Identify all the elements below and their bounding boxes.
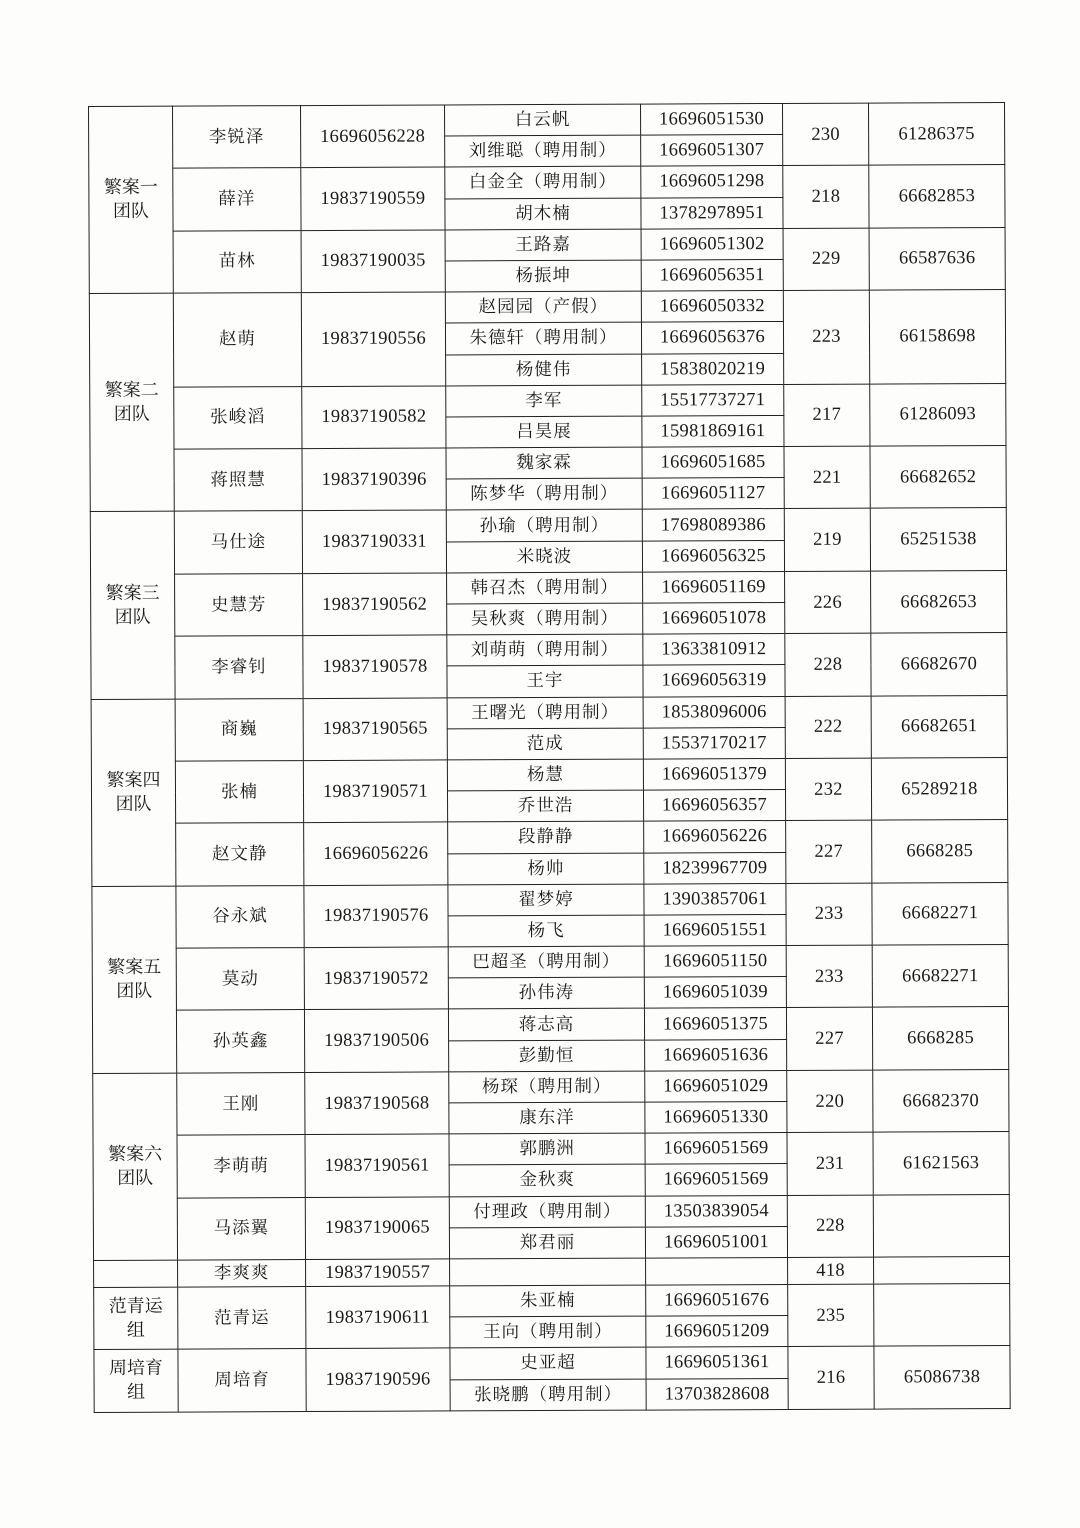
- member-name-cell: 吕昊展: [446, 416, 642, 448]
- member-phone-cell: 15537170217: [643, 727, 785, 759]
- member-name-cell: 杨帅: [448, 853, 644, 885]
- member-name-cell: 付理政（聘用制）: [449, 1196, 645, 1228]
- leader-name-cell: 史慧芳: [175, 573, 303, 636]
- leader-phone-cell: 16696056228: [301, 105, 445, 168]
- member-phone-cell: 16696051298: [641, 166, 783, 198]
- leader-phone-cell: 16696056226: [304, 822, 448, 885]
- member-name-cell: 白云帆: [444, 104, 640, 136]
- room-number-cell: 223: [783, 290, 869, 384]
- table-row: [90, 446, 1006, 481]
- leader-phone-cell: 19837190506: [304, 1009, 448, 1072]
- leader-name-cell: 赵萌: [173, 293, 301, 387]
- room-number-cell: 228: [787, 1195, 873, 1258]
- leader-name-cell: 蒋照慧: [174, 449, 302, 512]
- member-phone-cell: 16696051676: [646, 1284, 788, 1316]
- member-phone-cell: 16696051636: [645, 1039, 787, 1071]
- member-name-cell: 段静静: [448, 821, 644, 853]
- table-row: [92, 1007, 1008, 1042]
- member-phone-cell: 16696051330: [645, 1101, 787, 1133]
- team-name-cell: 繁案五 团队: [92, 886, 177, 1073]
- member-phone-cell: 16696051307: [641, 135, 783, 167]
- table-row: [93, 1069, 1009, 1104]
- member-phone-cell: 16696051078: [643, 602, 785, 634]
- member-phone-cell: 16696051375: [644, 1008, 786, 1040]
- leader-name-cell: 王刚: [177, 1072, 305, 1135]
- table-row: [90, 383, 1006, 418]
- leader-name-cell: 李爽爽: [178, 1259, 306, 1287]
- table-row: [93, 1194, 1009, 1229]
- office-tel-cell: 66682271: [872, 882, 1008, 945]
- leader-name-cell: 薛洋: [173, 168, 301, 231]
- leader-name-cell: 商巍: [175, 698, 303, 761]
- member-name-cell: 郭鹏洲: [449, 1133, 645, 1165]
- office-tel-cell: 65289218: [871, 757, 1007, 820]
- office-tel-cell: 6668285: [872, 1007, 1008, 1070]
- member-phone-cell: 13503839054: [645, 1195, 787, 1227]
- team-name-cell: 繁案四 团队: [91, 699, 176, 886]
- member-name-cell: 刘维聪（聘用制）: [445, 135, 641, 167]
- member-phone-cell: 16696056226: [644, 821, 786, 853]
- member-name-cell: 巴超圣（聘用制）: [448, 946, 644, 978]
- leader-name-cell: 李睿钊: [175, 636, 303, 699]
- leader-phone-cell: 19837190571: [303, 760, 447, 823]
- member-phone-cell: 13903857061: [644, 883, 786, 915]
- team-name-cell: 繁案二 团队: [89, 293, 174, 512]
- member-phone-cell: 16696056357: [643, 790, 785, 822]
- office-tel-cell: 66682271: [872, 945, 1008, 1008]
- member-phone-cell: 16696051169: [643, 571, 785, 603]
- member-name-cell: 王宇: [447, 665, 643, 697]
- member-name-cell: 范成: [447, 728, 643, 760]
- room-number-cell: 418: [788, 1257, 874, 1284]
- member-phone-cell: 16696051551: [644, 914, 786, 946]
- office-tel-cell: 66682670: [871, 633, 1007, 696]
- room-number-cell: 218: [783, 165, 869, 228]
- member-name-cell: 乔世浩: [447, 790, 643, 822]
- leader-phone-cell: 19837190611: [306, 1286, 450, 1349]
- room-number-cell: 217: [784, 384, 870, 447]
- member-name-cell: 陈梦华（聘用制）: [446, 478, 642, 510]
- member-name-cell: [450, 1258, 646, 1286]
- table-row: [89, 103, 1005, 138]
- room-number-cell: 231: [787, 1132, 873, 1195]
- member-name-cell: 米晓波: [446, 541, 642, 573]
- member-name-cell: 孙瑜（聘用制）: [446, 510, 642, 542]
- table-row: [89, 165, 1005, 200]
- room-number-cell: 222: [785, 696, 871, 759]
- room-number-cell: 233: [786, 883, 872, 946]
- leader-phone-cell: 19837190556: [301, 292, 445, 386]
- member-phone-cell: 16696051379: [643, 758, 785, 790]
- member-name-cell: 杨琛（聘用制）: [449, 1071, 645, 1103]
- leader-name-cell: 谷永斌: [176, 885, 304, 948]
- office-tel-cell: [873, 1194, 1009, 1257]
- member-phone-cell: 18239967709: [644, 852, 786, 884]
- team-name-cell: 范青运 组: [94, 1287, 178, 1350]
- room-number-cell: 229: [783, 228, 869, 291]
- member-name-cell: 杨慧: [447, 759, 643, 791]
- member-name-cell: 杨飞: [448, 915, 644, 947]
- member-name-cell: 郑君丽: [449, 1227, 645, 1259]
- member-phone-cell: [646, 1257, 788, 1285]
- member-phone-cell: 13782978951: [641, 197, 783, 229]
- office-tel-cell: 65251538: [870, 508, 1006, 571]
- member-name-cell: 刘萌萌（聘用制）: [447, 634, 643, 666]
- member-name-cell: 王向（聘用制）: [450, 1316, 646, 1348]
- leader-name-cell: 李萌萌: [177, 1135, 305, 1198]
- member-name-cell: 蒋志高: [448, 1009, 644, 1041]
- member-phone-cell: 16696056376: [641, 322, 783, 354]
- table-row: [91, 633, 1007, 668]
- member-phone-cell: 16696051361: [646, 1347, 788, 1379]
- team-name-cell: 繁案六 团队: [93, 1073, 178, 1260]
- contact-table: [88, 102, 1011, 1413]
- leader-name-cell: 张峻滔: [174, 386, 302, 449]
- member-phone-cell: 13633810912: [643, 634, 785, 666]
- office-tel-cell: 61621563: [873, 1132, 1009, 1195]
- leader-name-cell: 周培育: [178, 1349, 306, 1412]
- member-phone-cell: 16696056325: [642, 540, 784, 572]
- leader-phone-cell: 19837190565: [303, 698, 447, 761]
- team-name-cell: 繁案三 团队: [90, 512, 175, 699]
- leader-name-cell: 孙英鑫: [176, 1010, 304, 1073]
- member-name-cell: 翟梦婷: [448, 884, 644, 916]
- office-tel-cell: 6668285: [872, 820, 1008, 883]
- member-phone-cell: 15838020219: [642, 353, 784, 385]
- table-row: [89, 290, 1005, 325]
- table-row: [94, 1346, 1010, 1381]
- room-number-cell: 230: [782, 103, 868, 166]
- room-number-cell: 221: [784, 446, 870, 509]
- member-phone-cell: 16696056319: [643, 665, 785, 697]
- member-name-cell: 白金全（聘用制）: [445, 166, 641, 198]
- member-phone-cell: 17698089386: [642, 509, 784, 541]
- table-row: [94, 1283, 1010, 1318]
- leader-name-cell: 张楠: [175, 761, 303, 824]
- table-row: [94, 1256, 1010, 1287]
- leader-phone-cell: 19837190568: [305, 1072, 449, 1135]
- room-number-cell: 220: [787, 1070, 873, 1133]
- member-phone-cell: 16696051302: [641, 228, 783, 260]
- leader-name-cell: 苗林: [173, 230, 301, 293]
- leader-phone-cell: 19837190331: [302, 510, 446, 573]
- member-name-cell: 孙伟涛: [448, 977, 644, 1009]
- table-row: [92, 882, 1008, 917]
- member-phone-cell: 13703828608: [646, 1378, 788, 1410]
- member-name-cell: 赵园园（产假）: [445, 291, 641, 323]
- leader-name-cell: 赵文静: [176, 823, 304, 886]
- office-tel-cell: 66682651: [871, 695, 1007, 758]
- member-name-cell: 朱德轩（聘用制）: [445, 322, 641, 354]
- leader-name-cell: 李锐泽: [173, 106, 301, 169]
- member-name-cell: 金秋爽: [449, 1164, 645, 1196]
- member-name-cell: 魏家霖: [446, 447, 642, 479]
- leader-name-cell: 范青运: [178, 1286, 306, 1349]
- member-phone-cell: 16696051039: [644, 977, 786, 1009]
- member-name-cell: 王曙光（聘用制）: [447, 697, 643, 729]
- table-row: [89, 227, 1005, 262]
- member-phone-cell: 16696051001: [645, 1226, 787, 1258]
- member-phone-cell: 16696051150: [644, 946, 786, 978]
- member-name-cell: 吴秋爽（聘用制）: [447, 603, 643, 635]
- room-number-cell: 226: [785, 571, 871, 634]
- leader-phone-cell: 19837190562: [303, 573, 447, 636]
- leader-phone-cell: 19837190559: [301, 167, 445, 230]
- room-number-cell: 235: [788, 1284, 874, 1347]
- team-name-cell: 周培育 组: [94, 1349, 178, 1412]
- member-phone-cell: 16696051127: [642, 478, 784, 510]
- member-phone-cell: 16696051029: [645, 1070, 787, 1102]
- member-name-cell: 胡木楠: [445, 198, 641, 230]
- member-name-cell: 朱亚楠: [450, 1285, 646, 1317]
- office-tel-cell: 66587636: [869, 227, 1005, 290]
- member-phone-cell: 15981869161: [642, 415, 784, 447]
- member-name-cell: 张晓鹏（聘用制）: [450, 1379, 646, 1411]
- office-tel-cell: [874, 1283, 1010, 1346]
- office-tel-cell: 61286093: [870, 383, 1006, 446]
- member-name-cell: 杨振坤: [445, 260, 641, 292]
- member-phone-cell: 16696056351: [641, 259, 783, 291]
- leader-phone-cell: 19837190576: [304, 885, 448, 948]
- leader-phone-cell: 19837190065: [305, 1196, 449, 1259]
- leader-name-cell: 莫动: [176, 948, 304, 1011]
- leader-phone-cell: 19837190572: [304, 947, 448, 1010]
- room-number-cell: 227: [786, 1008, 872, 1071]
- member-phone-cell: 16696051569: [645, 1164, 787, 1196]
- table-row: [91, 757, 1007, 792]
- member-name-cell: 李军: [446, 385, 642, 417]
- office-tel-cell: [874, 1256, 1010, 1284]
- room-number-cell: 233: [786, 945, 872, 1008]
- leader-phone-cell: 19837190035: [301, 230, 445, 293]
- member-phone-cell: 18538096006: [643, 696, 785, 728]
- table-row: [91, 570, 1007, 605]
- room-number-cell: 232: [785, 758, 871, 821]
- office-tel-cell: 66682653: [871, 570, 1007, 633]
- leader-phone-cell: 19837190557: [306, 1259, 450, 1287]
- member-name-cell: 王路嘉: [445, 229, 641, 261]
- team-name-cell: [94, 1260, 178, 1287]
- leader-phone-cell: 19837190596: [306, 1348, 450, 1411]
- table-row: [90, 508, 1006, 543]
- room-number-cell: 216: [788, 1346, 874, 1409]
- leader-phone-cell: 19837190582: [302, 386, 446, 449]
- leader-phone-cell: 19837190561: [305, 1134, 449, 1197]
- member-name-cell: 彭勤恒: [449, 1040, 645, 1072]
- office-tel-cell: 66682652: [870, 446, 1006, 509]
- member-phone-cell: 16696051209: [646, 1316, 788, 1348]
- office-tel-cell: 66158698: [869, 290, 1005, 384]
- room-number-cell: 219: [784, 509, 870, 572]
- member-name-cell: 杨健伟: [446, 354, 642, 386]
- member-phone-cell: 16696051685: [642, 447, 784, 479]
- room-number-cell: 227: [786, 820, 872, 883]
- office-tel-cell: 66682370: [873, 1069, 1009, 1132]
- member-phone-cell: 16696050332: [641, 291, 783, 323]
- member-phone-cell: 16696051569: [645, 1133, 787, 1165]
- leader-name-cell: 马添翼: [177, 1197, 305, 1260]
- room-number-cell: 228: [785, 633, 871, 696]
- leader-phone-cell: 19837190578: [303, 635, 447, 698]
- office-tel-cell: 66682853: [869, 165, 1005, 228]
- leader-name-cell: 马仕途: [174, 511, 302, 574]
- leader-phone-cell: 19837190396: [302, 448, 446, 511]
- member-name-cell: 史亚超: [450, 1347, 646, 1379]
- table-row: [92, 820, 1008, 855]
- table-row: [91, 695, 1007, 730]
- team-name-cell: 繁案一 团队: [89, 106, 174, 293]
- member-name-cell: 康东洋: [449, 1102, 645, 1134]
- member-name-cell: 韩召杰（聘用制）: [447, 572, 643, 604]
- member-phone-cell: 16696051530: [640, 103, 782, 135]
- table-row: [92, 945, 1008, 980]
- table-row: [93, 1132, 1009, 1167]
- office-tel-cell: 61286375: [868, 103, 1004, 166]
- member-phone-cell: 15517737271: [642, 384, 784, 416]
- office-tel-cell: 65086738: [874, 1346, 1010, 1409]
